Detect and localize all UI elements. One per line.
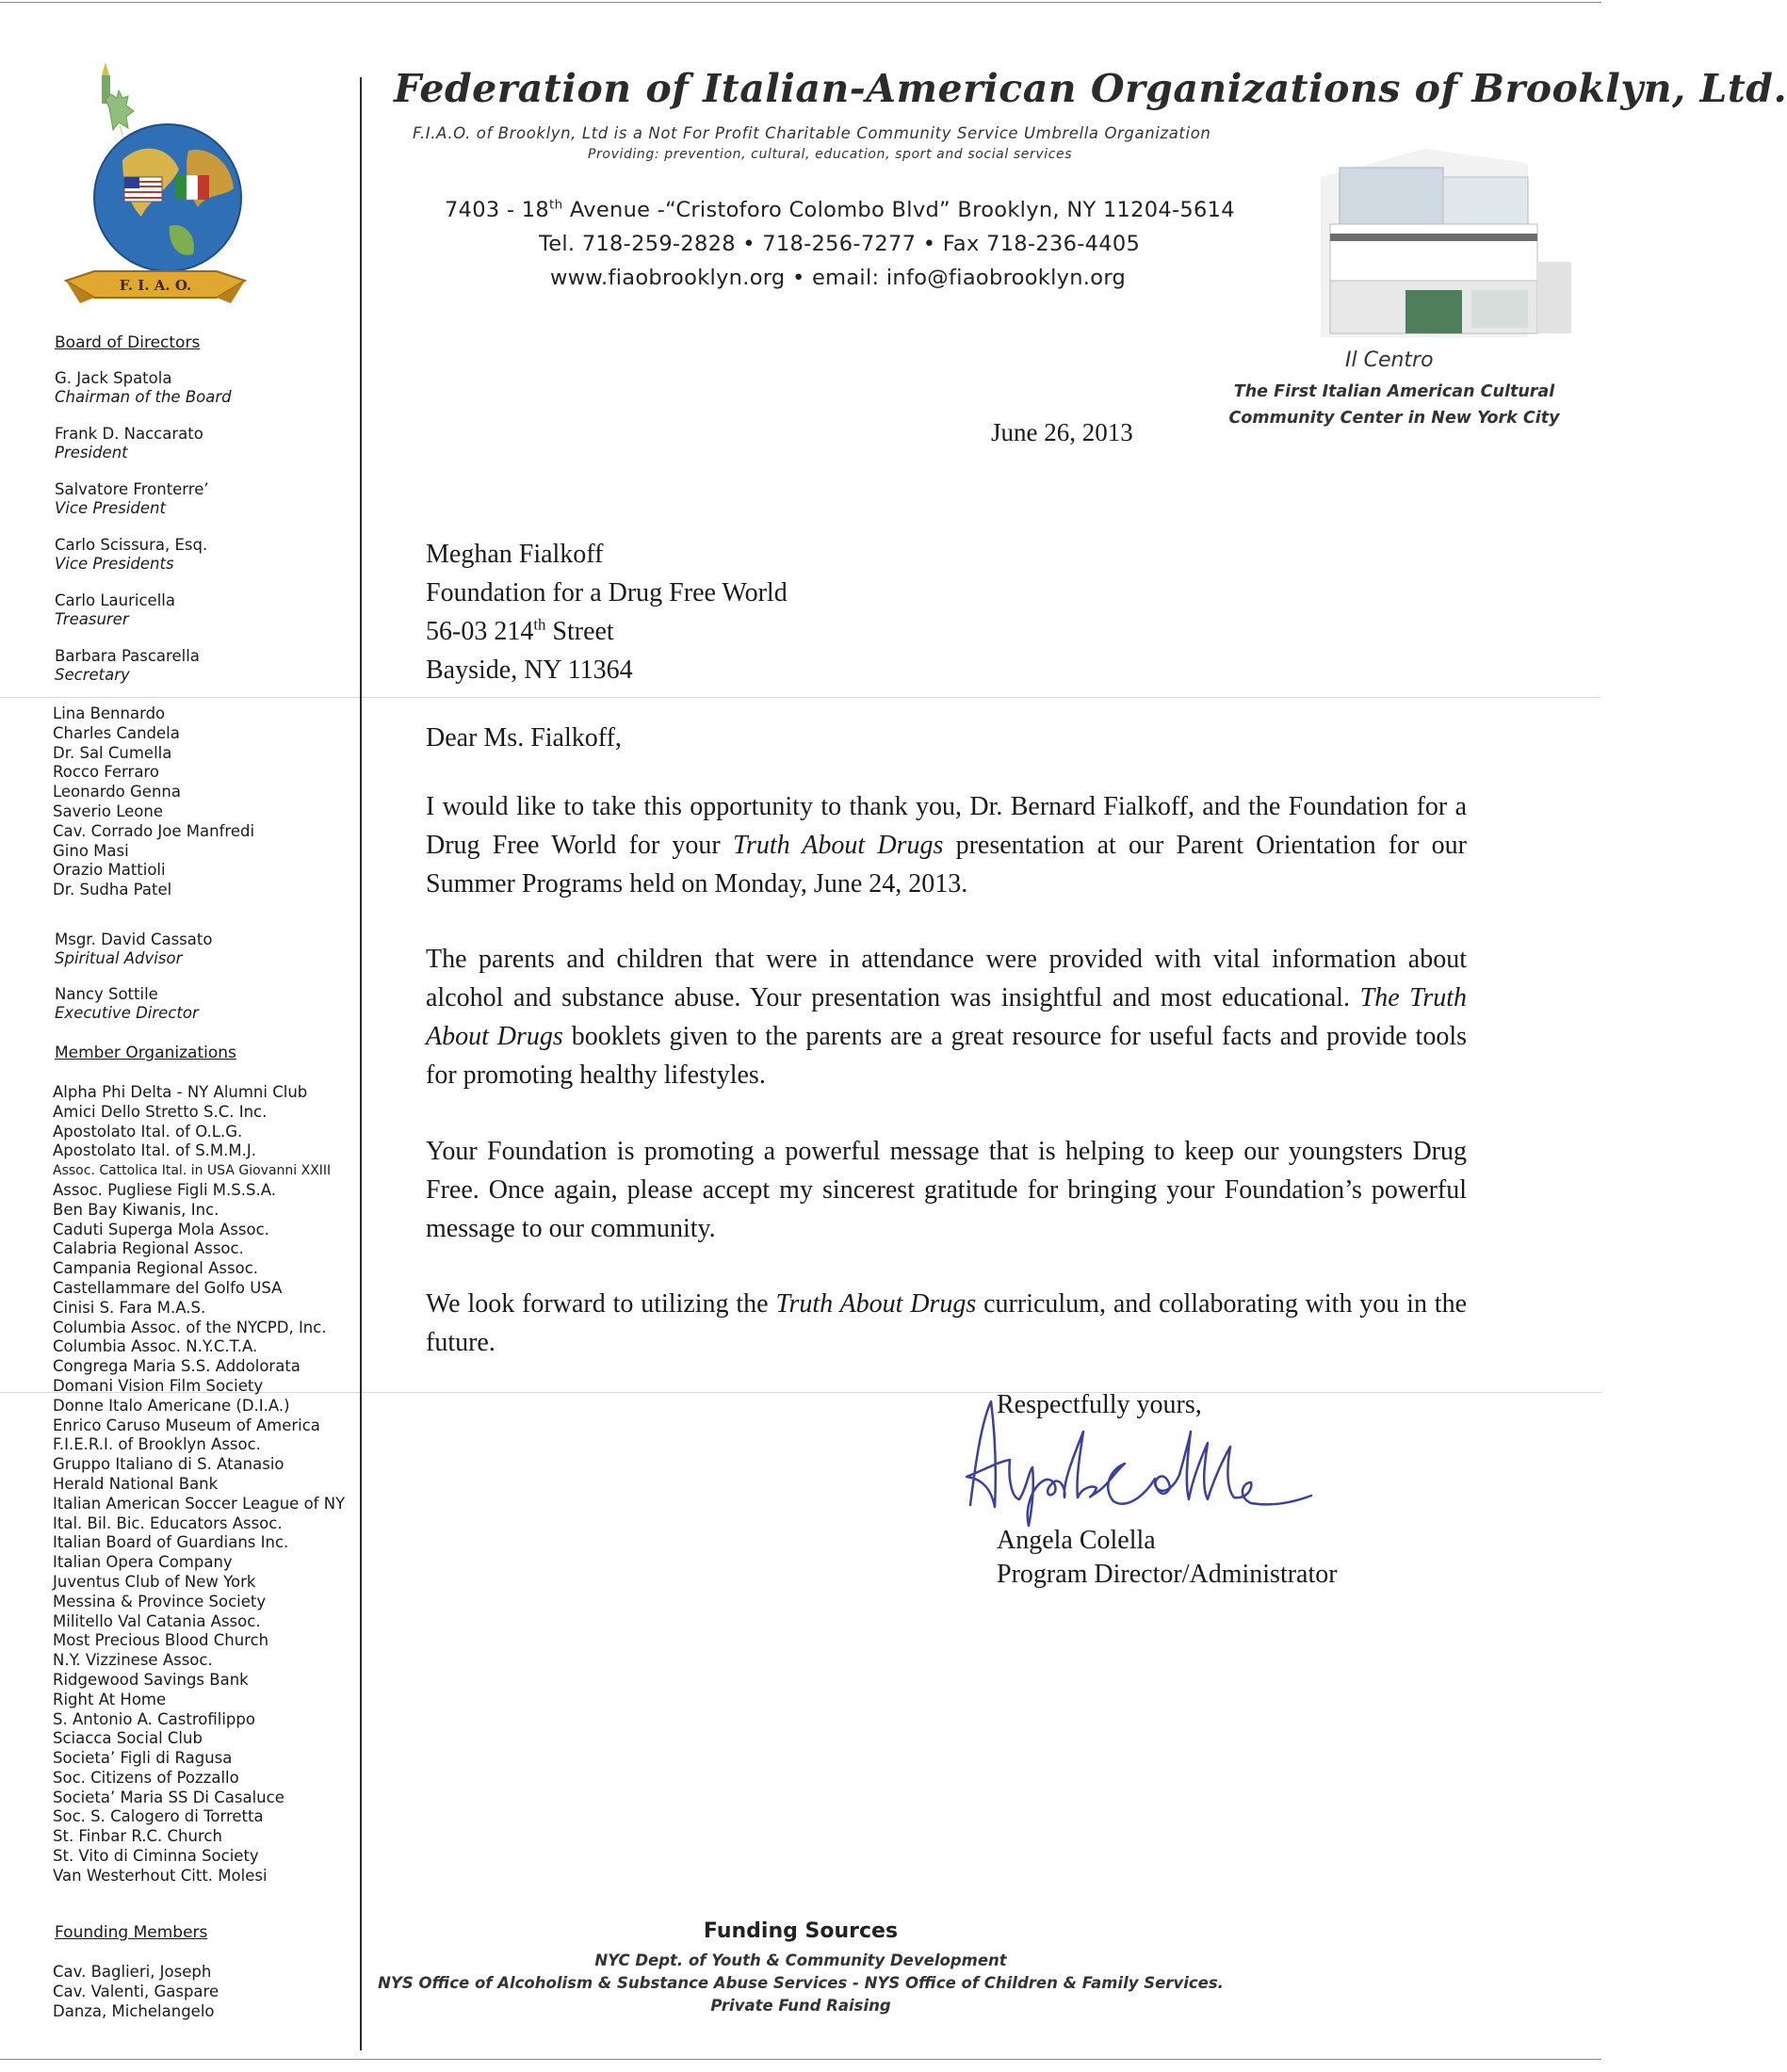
list-item: Castellammare del Golfo USA [53,1278,283,1297]
list-item: Leonardo Genna [53,783,181,801]
founding-members-heading: Founding Members [55,1923,208,1942]
list-item: Apostolato Ital. of S.M.M.J. [53,1141,256,1160]
list-item: Societa’ Maria SS Di Casaluce [53,1788,284,1806]
list-item: St. Vito di Ciminna Society [53,1847,259,1866]
list-item: Militello Val Catania Assoc. [53,1611,261,1630]
advisor: Nancy Sottile Executive Director [55,985,199,1022]
list-item: Apostolato Ital. of O.L.G. [53,1122,243,1141]
list-item: Cav. Baglieri, Joseph [53,1963,212,1981]
officer: Carlo Lauricella Treasurer [55,591,175,628]
list-item: Cav. Corrado Joe Manfredi [53,821,255,840]
member-organizations-heading: Member Organizations [55,1044,236,1062]
list-item: Campania Regional Assoc. [53,1259,259,1278]
list-item: Juventus Club of New York [53,1572,256,1591]
handwritten-signature [953,1394,1387,1535]
fiao-logo [57,57,254,313]
body-paragraph: The parents and children that were in attendance were provided with vital information about alcohol and substance abuse. Your presentation was insightful and most educational. The Truth About Drugs booklets given to the parents are a great resource for useful facts and provide tools for promoting healthy lifestyles. [426,945,1468,1090]
list-item: Messina & Province Society [53,1592,267,1611]
body-paragraph: We look forward to utilizing the Truth About Drugs curriculum, and collaborating with you in the future. [426,1289,1468,1357]
funding-sources-list: NYC Dept. of Youth & Community Development NYS Office of Alcoholism & Substance Abuse Services - NYS Office of Children & Family Services. Private Fund Raising [378,1951,1224,2015]
list-item: Gruppo Italiano di S. Atanasio [53,1455,284,1474]
list-item: Cinisi S. Fara M.A.S. [53,1298,206,1317]
list-item: Lina Bennardo [53,704,166,722]
list-item: Domani Vision Film Society [53,1376,264,1395]
list-item: Ital. Bil. Bic. Educators Assoc. [53,1514,283,1532]
list-item: Rocco Ferraro [53,763,159,782]
list-item: Danza, Michelangelo [53,2001,215,2020]
recipient-address-block: Meghan Fialkoff Foundation for a Drug Free World 56-03 214th Street Bayside, NY 11364 [426,540,788,685]
body-paragraph: Your Foundation is promoting a powerful message that is helping to keep our youngsters Drug Free. Once again, please accept my sincerest gratitude for bringing your Foundation’s powerful message to our community. [426,1137,1467,1243]
organization-name: Federation of Italian-American Organizations of Brooklyn, Ltd. [394,66,1787,111]
officer: Barbara Pascarella Secretary [55,647,200,684]
list-item: Amici Dello Stretto S.C. Inc. [53,1102,268,1121]
services-line: Providing: prevention, cultural, education, sport and social services [588,147,1073,162]
list-item: Columbia Assoc. of the NYCPD, Inc. [53,1318,327,1336]
list-item: Assoc. Cattolica Ital. in USA Giovanni XXIII [53,1163,332,1179]
list-item: N.Y. Vizzinese Assoc. [53,1651,213,1670]
officer: Frank D. Naccarato President [55,425,203,461]
list-item: Ridgewood Savings Bank [53,1670,249,1689]
list-item: Gino Masi [53,841,129,860]
signer-block: Angela Colella Program Director/Administrator [997,1526,1338,1589]
officer: G. Jack Spatola Chairman of the Board [55,369,232,406]
list-item: Dr. Sudha Patel [53,881,172,899]
list-item: Columbia Assoc. N.Y.C.T.A. [53,1337,258,1356]
list-item: Enrico Caruso Museum of America [53,1416,320,1434]
list-item: Calabria Regional Assoc. [53,1239,244,1258]
list-item: Caduti Superga Mola Assoc. [53,1220,269,1238]
list-item: Italian American Soccer League of NY [53,1494,346,1513]
il-centro-building-image [1292,121,1575,339]
organization-tagline: F.I.A.O. of Brooklyn, Ltd is a Not For Profit Charitable Community Service Umbrella Organization [413,124,1211,142]
officer: Carlo Scissura, Esq. Vice Presidents [55,536,208,573]
letter-date: June 26, 2013 [991,418,1133,446]
list-item: Soc. Citizens of Pozzallo [53,1768,239,1787]
sidebar-divider [360,77,362,2050]
list-item: St. Finbar R.C. Church [53,1827,222,1846]
list-item: Donne Italo Americane (D.I.A.) [53,1396,290,1415]
organization-address: 7403 - 18th Avenue -“Cristoforo Colombo Blvd” Brooklyn, NY 11204-5614 [445,197,1235,222]
body-paragraph: I would like to take this opportunity to thank you, Dr. Bernard Fialkoff, and the Foundation for a Drug Free World for your Truth About Drugs presentation at our Parent Orientation for our Summer Programs held on Monday, June 24, 2013. [426,792,1468,898]
list-item: Ben Bay Kiwanis, Inc. [53,1200,219,1219]
scan-bottom-edge [0,2059,1601,2060]
list-item: F.I.E.R.I. of Brooklyn Assoc. [53,1435,261,1454]
list-item: Most Precious Blood Church [53,1631,269,1650]
directors-list [53,704,254,900]
phone-fax-line: Tel. 718-259-2828 • 718-256-7277 • Fax 718-236-4405 [539,232,1141,256]
list-item: Cav. Valenti, Gaspare [53,1982,219,2000]
list-item: Societa’ Figli di Ragusa [53,1749,233,1768]
scan-top-edge [0,2,1601,3]
list-item: Soc. S. Calogero di Torretta [53,1807,264,1826]
advisor: Msgr. David Cassato Spiritual Advisor [55,931,213,967]
list-item: Orazio Mattioli [53,861,166,880]
list-item: Charles Candela [53,723,180,742]
list-item: Right At Home [53,1690,167,1708]
list-item: S. Antonio A. Castrofilippo [53,1709,255,1728]
list-item: Saverio Leone [53,801,163,820]
board-of-directors-heading: Board of Directors [55,333,201,352]
list-item: Alpha Phi Delta - NY Alumni Club [53,1083,308,1101]
list-item: Italian Board of Guardians Inc. [53,1533,289,1552]
il-centro-title: Il Centro [1345,348,1434,372]
list-item: Van Westerhout Citt. Molesi [53,1866,268,1885]
list-item: Assoc. Pugliese Figli M.S.S.A. [53,1180,276,1199]
il-centro-description: The First Italian American Cultural Community Center in New York City [1228,382,1560,428]
fold-line [0,697,1601,698]
list-item: Congrega Maria S.S. Addolorata [53,1357,301,1376]
list-item: Dr. Sal Cumella [53,743,172,762]
officer: Salvatore Fronterre’ Vice President [55,480,209,517]
member-organizations-list [53,1083,345,1886]
funding-sources-heading: Funding Sources [703,1919,899,1943]
web-email-line: www.fiaobrooklyn.org • email: info@fiaobrooklyn.org [550,266,1127,290]
svg-text:F. I. A. O.: F. I. A. O. [119,277,192,294]
list-item: Sciacca Social Club [53,1729,203,1748]
list-item: Herald National Bank [53,1474,219,1493]
list-item: Italian Opera Company [53,1553,233,1572]
complimentary-close: Respectfully yours, [997,1390,1202,1419]
salutation: Dear Ms. Fialkoff, [426,723,622,753]
